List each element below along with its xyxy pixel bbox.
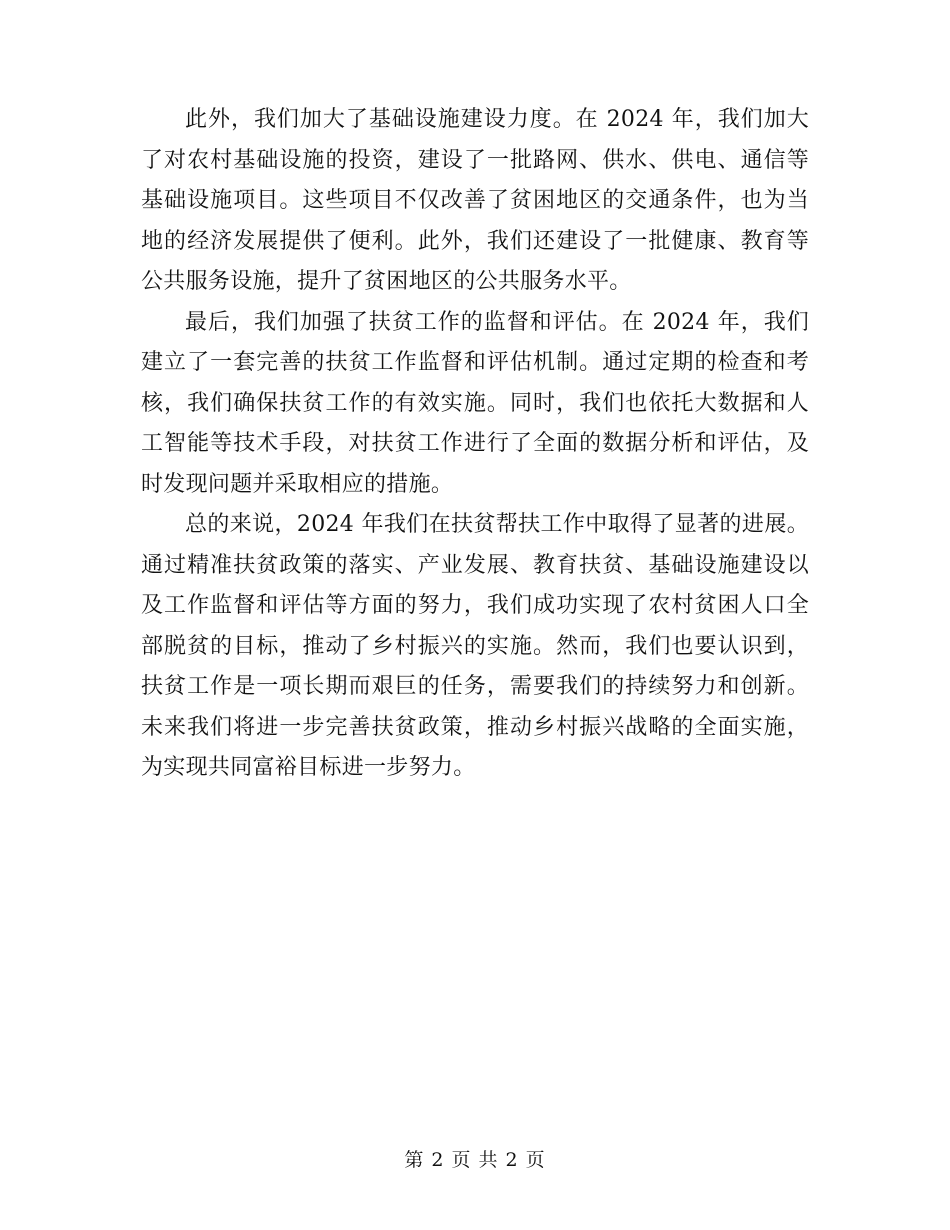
document-body xyxy=(141,100,809,789)
page-number-footer: 第 2 页 共 2 页 xyxy=(404,1149,546,1171)
paragraph-summary: 总的来说，2024 年我们在扶贫帮扶工作中取得了显著的进展。通过精准扶贫政策的落实、产业发展、教育扶贫、基础设施建设以及工作监督和评估等方面的努力，我们成功实现了农村贫困人口全部脱贫的目标，推动了乡村振兴的实施。然而，我们也要认识到，扶贫工作是一项长期而艰巨的任务，需要我们的持续努力和创新。未来我们将进一步完善扶贫政策，推动乡村振兴战略的全面实施，为实现共同富裕目标进一步努力。 xyxy=(141,512,809,780)
paragraph-supervision: 最后，我们加强了扶贫工作的监督和评估。在 2024 年，我们建立了一套完善的扶贫工作监督和评估机制。通过定期的检查和考核，我们确保扶贫工作的有效实施。同时，我们也依托大数据和人工智能等技术手段，对扶贫工作进行了全面的数据分析和评估，及时发现问题并采取相应的措施。 xyxy=(141,309,809,497)
paragraph-infrastructure: 此外，我们加大了基础设施建设力度。在 2024 年，我们加大了对农村基础设施的投资，建设了一批路网、供水、供电、通信等基础设施项目。这些项目不仅改善了贫困地区的交通条件，也为当地的经济发展提供了便利。此外，我们还建设了一批健康、教育等公共服务设施，提升了贫困地区的公共服务水平。 xyxy=(141,107,809,294)
